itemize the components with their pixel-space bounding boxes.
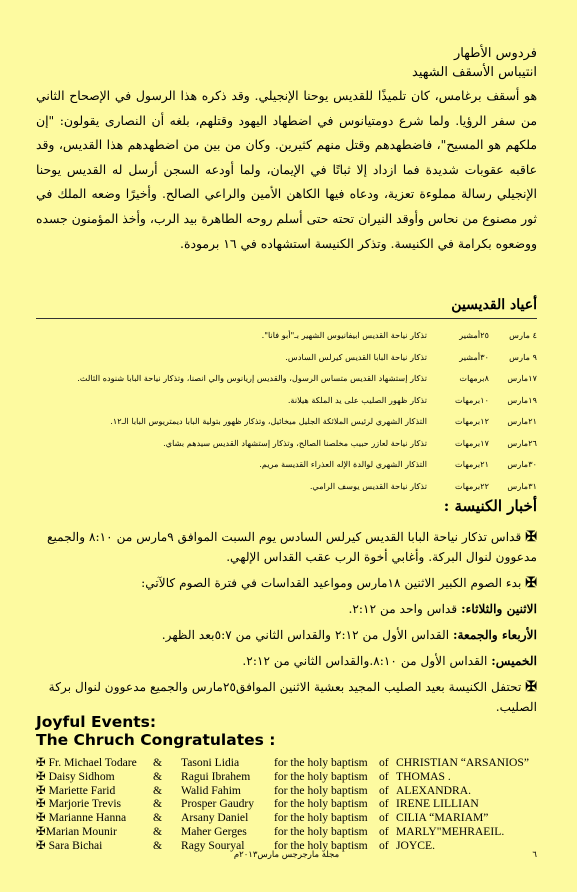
parent-name: ✠ Sara Bichai xyxy=(36,838,103,852)
feast-coptic-date: ١٧برمهات xyxy=(455,437,489,448)
feast-row xyxy=(36,476,537,498)
congrats-row xyxy=(36,756,546,770)
feast-coptic-date: ٢٥أمشير xyxy=(459,330,489,340)
parent-name: Ragy Souryal xyxy=(181,838,245,852)
event-text: for the holy baptism xyxy=(274,838,368,852)
of-text: of xyxy=(379,756,389,769)
child-name: JOYCE. xyxy=(396,838,435,852)
congrats-row xyxy=(36,784,546,798)
schedule-monday: الاثنين والثلاثاء: قداس واحد من ٢:١٢. xyxy=(348,602,537,616)
feast-row xyxy=(36,368,537,390)
news-item: ✠ بدء الصوم الكبير الاثنين ١٨مارس ومواعيد القداسات في فترة الصوم كالآتي: xyxy=(141,575,537,591)
feast-row xyxy=(36,454,537,476)
congrats-list xyxy=(36,756,546,853)
news-item: ✠ تحتفل الكنيسة بعيد الصليب المجيد بعشية الاثنين الموافق٢٥مارس والجميع مدعوون لنوال بركة الصليب. xyxy=(48,679,537,714)
feasts-list xyxy=(36,325,537,497)
feast-coptic-date: ١٠برمهات xyxy=(455,394,489,405)
news-section xyxy=(36,527,537,717)
congrats-row xyxy=(36,797,546,811)
event-text: for the holy baptism xyxy=(274,783,368,797)
feast-date: ٤ مارس xyxy=(509,330,537,340)
parent-name: ✠ Marianne Hanna xyxy=(36,811,127,825)
feast-date: ٣٠مارس xyxy=(507,459,537,469)
parent-name: Maher Gerges xyxy=(181,824,247,838)
parent-name: Ragui Ibrahem xyxy=(181,769,251,783)
feast-coptic-date: ٨برمهات xyxy=(459,373,489,383)
child-name: IRENE LILLIAN xyxy=(396,797,479,811)
news-title: أخبار الكنيسة : xyxy=(443,497,537,515)
event-text: for the holy baptism xyxy=(274,769,368,783)
feast-date: ٢٦مارس xyxy=(507,437,537,448)
feast-date: ١٧مارس xyxy=(507,373,537,383)
feast-description: تذكار نياحة لعازر حبيب مخلصنا الصالح، وتذكار إستشهاد القديس سيدهم بشاي. xyxy=(163,437,427,448)
feasts-divider xyxy=(36,318,537,319)
feast-row xyxy=(36,347,537,369)
saint-paragraph: هو أسقف برغامس، كان تلميذًا للقديس يوحنا الإنجيلي. وقد ذكره هذا الرسول في الإصحاح الثاني من سفر الرؤيا. ولما شرع دومتيانوس في اضطهاد اليهود وقتلهم، بلغه أن النصارى يقولون: "إن ملكهم هو المسيح"، فاضطهدهم وقتل منهم كثيرين. وكان من بين من اضطهدهم هذا القديس، وقد عاقبه عقوبات شديدة فما ازداد إلا ثباتًا في الإيمان، ولما أودعه السجن أرسل له القديس يوحنا الإنجيلي رسالة مملوءة تعزية، ودعاه فيها الكاهن الأمين والراعي الصالح. وأخيرًا وضعه الملك في ثور مصنوع من نحاس وأوقد النيران تحته حتى أسلم روحه الطاهرة بيد الرب، وأخذ المؤمنون جسده ووضعوه بكرامة في الكنيسة. وتذكر الكنيسة استشهاده في ١٦ برمودة. xyxy=(36,88,537,251)
schedule-thursday: الخميس: القداس الأول من ٨:١٠.والقداس الثاني من ٢:١٢. xyxy=(242,654,537,668)
page-number: ٦ xyxy=(532,850,537,860)
ampersand: & xyxy=(153,783,163,797)
feast-date: ٩ مارس xyxy=(509,351,537,362)
congrats-row xyxy=(36,825,546,839)
feast-description: التذكار الشهري لوالدة الإله العذراء القديسة مريم. xyxy=(259,459,427,469)
feast-row xyxy=(36,390,537,412)
ampersand: & xyxy=(153,811,163,825)
of-text: of xyxy=(379,824,389,838)
feast-description: تذكار إستشهاد القديس متساس الرسول، والقديس إريانوس والي انصنا، وتذكار نياحة البابا شنوده الثالث. xyxy=(77,373,427,383)
feast-description: تذكار نياحة القديس يوسف الرامي. xyxy=(309,480,427,491)
ampersand: & xyxy=(153,824,163,838)
magazine-name: مجلة مارجرجس مارس٢٠١٣م xyxy=(233,850,340,860)
parent-name: Walid Fahim xyxy=(181,783,241,797)
parent-name: ✠ Daisy Sidhom xyxy=(36,769,115,783)
of-text: of xyxy=(379,797,389,811)
feast-description: التذكار الشهري لرئيس الملائكة الجليل ميخائيل، وتذكار ظهور بتولية البابا ديمتريوس البابا الـ١٢. xyxy=(110,416,427,426)
joyful-events-heading xyxy=(36,713,275,749)
section-heading: فردوس الأطهار xyxy=(453,46,537,61)
child-name: CILIA “MARIAM” xyxy=(396,811,489,825)
feast-row xyxy=(36,433,537,455)
parent-name: Prosper Gaudry xyxy=(181,797,255,811)
cross-icon: ✠ xyxy=(525,679,537,695)
child-name: CHRISTIAN “ARSANIOS” xyxy=(396,756,530,769)
of-text: of xyxy=(379,783,389,797)
feast-date: ١٩مارس xyxy=(507,394,537,405)
event-text: for the holy baptism xyxy=(274,756,368,769)
schedule-wednesday: الأربعاء والجمعة: القداس الأول من ٢:١٢ والقداس الثاني من ٥:٧بعد الظهر. xyxy=(161,628,537,642)
feast-date: ٣١مارس xyxy=(507,480,537,491)
congrats-row xyxy=(36,770,546,784)
ampersand: & xyxy=(153,769,163,783)
joyful-title: Joyful Events: xyxy=(36,713,157,731)
ampersand: & xyxy=(153,797,163,811)
event-text: for the holy baptism xyxy=(274,824,368,838)
parent-name: Arsany Daniel xyxy=(181,811,249,825)
child-name: THOMAS . xyxy=(396,769,451,783)
feasts-title: أعياد القديسين xyxy=(451,297,537,313)
congrats-row xyxy=(36,811,546,825)
cross-icon: ✠ xyxy=(525,529,537,545)
feast-description: تذكار ظهور الصليب على يد الملكة هيلانة. xyxy=(287,394,427,405)
feast-coptic-date: ٣٠أمشير xyxy=(459,351,489,362)
feast-coptic-date: ٢١برمهات xyxy=(455,459,489,469)
of-text: of xyxy=(379,769,389,783)
event-text: for the holy baptism xyxy=(274,797,368,811)
news-item: ✠ قداس تذكار نياحة البابا القديس كيرلس السادس يوم السبت الموافق ٩مارس من ٨:١٠ والجميع مدعوون لنوال البركة. وأغابي أخوة الرب عقب القداس الإلهي. xyxy=(47,529,537,564)
parent-name: ✠ Mariette Farid xyxy=(36,783,116,797)
intro-section xyxy=(36,44,537,256)
parent-name: ✠ Fr. Michael Todare xyxy=(36,756,137,769)
event-text: for the holy baptism xyxy=(274,811,368,825)
cross-icon: ✠ xyxy=(525,575,537,591)
child-name: MARLY"MEHRAEIL. xyxy=(396,824,505,838)
feast-description: تذكار نياحة البابا القديس كيرلس السادس. xyxy=(285,351,427,362)
child-name: ALEXANDRA. xyxy=(396,783,472,797)
of-text: of xyxy=(379,838,389,852)
feast-row xyxy=(36,411,537,433)
feast-description: تذكار نياحة القديس ابيفانيوس الشهير بـ"أبو فانا". xyxy=(261,330,427,340)
parent-name: ✠ Marjorie Trevis xyxy=(36,797,122,811)
saint-heading: انتيباس الأسقف الشهيد xyxy=(412,65,537,80)
parent-name: ✠Marian Mounir xyxy=(36,824,117,838)
ampersand: & xyxy=(153,838,163,852)
feast-date: ٢١مارس xyxy=(507,416,537,426)
feast-row xyxy=(36,325,537,347)
of-text: of xyxy=(379,811,389,825)
feast-coptic-date: ١٢برمهات xyxy=(455,416,489,426)
ampersand: & xyxy=(153,756,163,769)
congrats-title: The Chruch Congratulates : xyxy=(36,731,276,749)
feast-coptic-date: ٢٢برمهات xyxy=(455,480,489,491)
parent-name: Tasoni Lidia xyxy=(181,756,240,769)
